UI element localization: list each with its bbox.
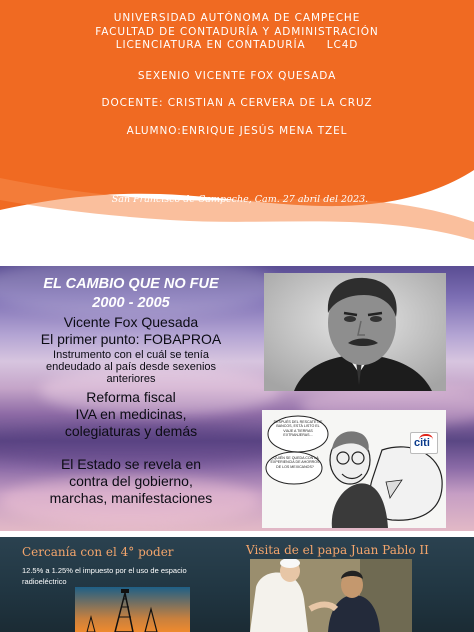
career-name: LICENCIATURA EN CONTADURÍA LC4D bbox=[115, 39, 359, 51]
portrait-illustration bbox=[264, 273, 446, 391]
slide-media-and-pope bbox=[0, 537, 474, 632]
cover-slide bbox=[0, 0, 474, 258]
president-name: Vicente Fox Quesada bbox=[63, 314, 199, 330]
state-line-3: marchas, manifestaciones bbox=[49, 490, 213, 506]
fourth-power-title: Cercanía con el 4° poder bbox=[22, 545, 174, 559]
antenna-illustration bbox=[75, 587, 190, 632]
fobaproa-desc-1: Instrumento con el cuál se tenía bbox=[53, 349, 209, 361]
pope-visit-photo bbox=[250, 559, 412, 632]
teacher-name: DOCENTE: CRISTIAN A CERVERA DE LA CRUZ bbox=[101, 97, 373, 109]
student-name: ALUMNO:ENRIQUE JESÚS MENA TZEL bbox=[126, 125, 348, 137]
state-line-1: El Estado se revela en bbox=[60, 456, 202, 472]
slide-years: 2000 - 2005 bbox=[92, 295, 170, 311]
faculty-name: FACULTAD DE CONTADURÍA Y ADMINISTRACIÓN bbox=[95, 25, 379, 38]
cartoon-bubble-1: DESPUÉS DEL RESCATE DE BANCOS, ESTÁ LISTO EL VIAJE A TIERRAS EXTRANJERAS... bbox=[273, 420, 323, 437]
citi-arc-icon bbox=[419, 434, 433, 440]
vicente-fox-photo bbox=[264, 273, 446, 391]
fobaproa-desc-3: anteriores bbox=[106, 373, 156, 385]
fobaproa-cartoon bbox=[262, 410, 446, 528]
university-name: UNIVERSIDAD AUTÓNOMA DE CAMPECHE bbox=[113, 12, 361, 24]
header-block bbox=[0, 12, 474, 53]
cover-date: San Francisco de Campeche, Cam. 27 abril del 2023. bbox=[111, 194, 369, 205]
citi-logo-text: citi bbox=[414, 437, 430, 449]
topic-title: SEXENIO VICENTE FOX QUESADA bbox=[137, 70, 337, 82]
reform-line-1: Reforma fiscal bbox=[86, 389, 176, 405]
pope-visit-title: Visita de el papa Juan Pablo II bbox=[246, 543, 429, 557]
reform-line-2: IVA en medicinas, bbox=[75, 406, 187, 422]
citi-logo bbox=[410, 432, 438, 454]
point-fobaproa: El primer punto: FOBAPROA bbox=[40, 331, 222, 347]
state-line-2: contra del gobierno, bbox=[69, 473, 193, 489]
fourth-power-subtitle: 12.5% a 1.25% el impuesto por el uso de espacio radioeléctrico bbox=[22, 566, 187, 586]
fobaproa-desc-2: endeudado al país desde sexenios bbox=[45, 361, 217, 373]
reform-line-3: colegiaturas y demás bbox=[64, 423, 198, 439]
slide-title: EL CAMBIO QUE NO FUE bbox=[43, 276, 219, 292]
pope-illustration bbox=[250, 559, 412, 632]
cartoon-bubble-2: ¿QUIÉN SE QUEDA CON LA EXPERIENCIA DE AHORROS DE LOS MEXICANOS? bbox=[270, 456, 320, 469]
radio-antenna-photo bbox=[75, 587, 190, 632]
